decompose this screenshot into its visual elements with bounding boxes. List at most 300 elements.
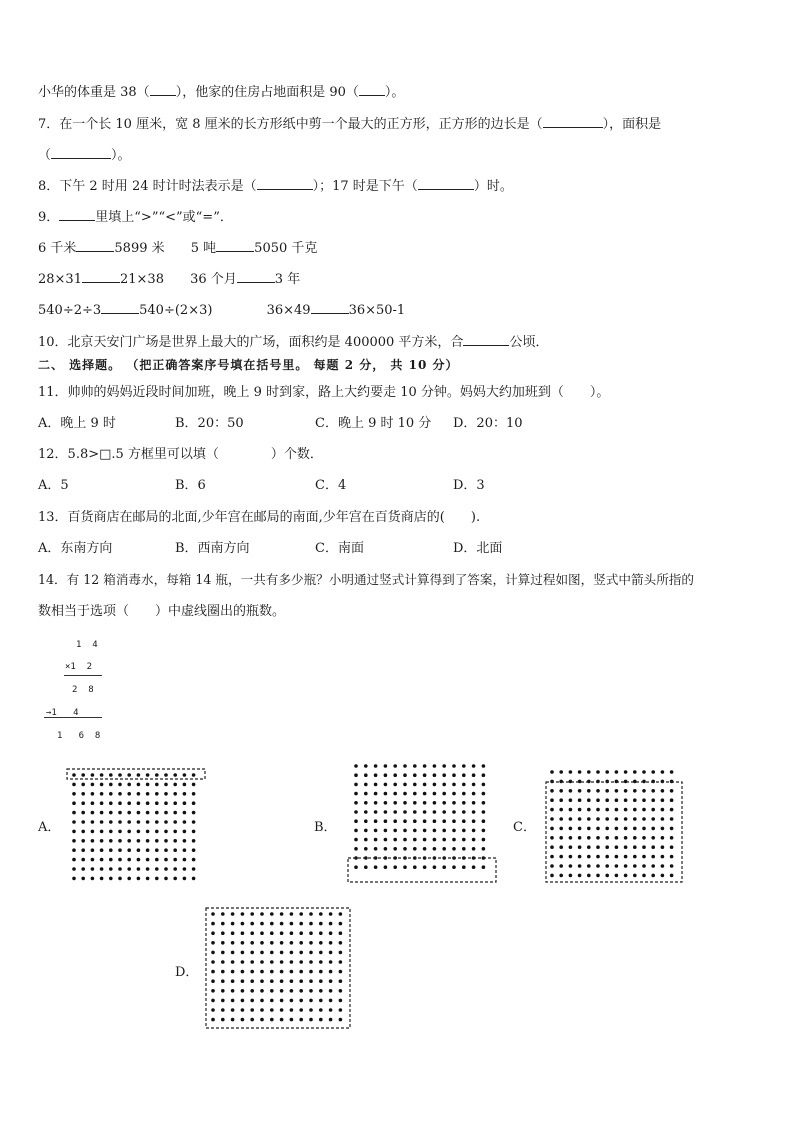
bottle-dot: [423, 801, 427, 805]
question-14-cont: 数相当于选项（ ）中虚线圈出的瓶数。: [38, 604, 286, 619]
bottle-dot: [374, 865, 378, 869]
bottle-dot: [569, 874, 573, 878]
option-d[interactable]: D．北面: [453, 541, 503, 556]
bottle-dot: [241, 979, 245, 983]
option-b[interactable]: B．20：50: [175, 416, 244, 431]
option-a[interactable]: A．晚上 9 时: [38, 416, 116, 431]
bottle-dot: [550, 798, 554, 802]
bottle-dot: [118, 811, 122, 815]
bottle-dot: [569, 770, 573, 774]
bottle-dot: [661, 836, 665, 840]
dot-grid-a[interactable]: [66, 767, 206, 885]
bottle-dot: [442, 838, 446, 842]
bottle-dot: [605, 770, 609, 774]
pic-option-c-label[interactable]: C．: [513, 820, 536, 835]
bottle-dot: [183, 792, 187, 796]
bottle-dot: [423, 865, 427, 869]
bottle-dot: [354, 865, 358, 869]
bottle-dot: [472, 773, 476, 777]
bottle-dot: [482, 783, 486, 787]
bottle-dot: [596, 855, 600, 859]
bottle-dot: [173, 820, 177, 824]
question-9: [38, 207, 233, 227]
bottle-dot: [384, 829, 388, 833]
bottle-dot: [211, 979, 215, 983]
bottle-dot: [433, 865, 437, 869]
bottle-dot: [127, 820, 131, 824]
bottle-dot: [393, 764, 397, 768]
bottle-dot: [231, 922, 235, 926]
bottle-dot: [605, 845, 609, 849]
bottle-dot: [100, 801, 104, 805]
bottle-dot: [624, 864, 628, 868]
calc-row-5: 1 6 8: [57, 731, 101, 741]
bottle-dot: [442, 792, 446, 796]
bottle-dot: [354, 764, 358, 768]
bottle-dot: [339, 922, 343, 926]
bottle-dot: [299, 989, 303, 993]
bottle-dot: [290, 1018, 294, 1022]
bottle-dot: [472, 810, 476, 814]
bottle-dot: [155, 783, 159, 787]
option-b[interactable]: B．6: [175, 478, 206, 493]
bottle-dot: [109, 848, 113, 852]
bottle-dot: [137, 877, 141, 881]
bottle-dot: [462, 764, 466, 768]
bottle-dot: [633, 845, 637, 849]
calc-row-1: 1 4: [76, 640, 98, 650]
bottle-dot: [587, 789, 591, 793]
option-c[interactable]: C．4: [315, 478, 347, 493]
bottle-dot: [221, 941, 225, 945]
bottle-dot: [109, 773, 113, 777]
bottle-dot: [183, 839, 187, 843]
bottle-dot: [462, 819, 466, 823]
bottle-dot: [127, 792, 131, 796]
bottle-dot: [462, 810, 466, 814]
bottle-dot: [127, 858, 131, 862]
bottle-dot: [221, 979, 225, 983]
bottle-dot: [280, 979, 284, 983]
bottle-dot: [605, 789, 609, 793]
answer-blank[interactable]: [359, 82, 385, 96]
bottle-dot: [192, 820, 196, 824]
answer-blank[interactable]: [257, 176, 313, 190]
bottle-dot: [211, 989, 215, 993]
bottle-dot: [559, 836, 563, 840]
bottle-dot: [118, 801, 122, 805]
bottle-dot: [290, 970, 294, 974]
bottle-dot: [550, 874, 554, 878]
bottle-dot: [270, 922, 274, 926]
bottle-dot: [109, 858, 113, 862]
bottle-dot: [374, 801, 378, 805]
bottle-dot: [596, 817, 600, 821]
bottle-dot: [482, 819, 486, 823]
bottle-dot: [192, 830, 196, 834]
bottle-dot: [633, 817, 637, 821]
bottle-dot: [192, 867, 196, 871]
bottle-dot: [280, 999, 284, 1003]
bottle-dot: [155, 811, 159, 815]
bottle-dot: [596, 770, 600, 774]
bottle-dot: [578, 789, 582, 793]
bottle-dot: [329, 931, 333, 935]
bottle-dot: [164, 773, 168, 777]
bottle-dot: [413, 801, 417, 805]
bottle-dot: [250, 1008, 254, 1012]
bottle-dot: [354, 829, 358, 833]
option-d[interactable]: D．3: [453, 478, 485, 493]
bottle-dot: [329, 999, 333, 1003]
bottle-dot: [605, 808, 609, 812]
bottle-dot: [211, 960, 215, 964]
bottle-dot: [442, 847, 446, 851]
bottle-dot: [413, 764, 417, 768]
bottle-dot: [596, 836, 600, 840]
bottle-dot: [81, 820, 85, 824]
bottle-dot: [605, 855, 609, 859]
bottle-dot: [91, 792, 95, 796]
bottle-dot: [91, 867, 95, 871]
bottle-dot: [109, 783, 113, 787]
bottle-dot: [364, 819, 368, 823]
bottle-dot: [146, 783, 150, 787]
text: （: [38, 148, 52, 163]
bottle-dot: [587, 817, 591, 821]
answer-blank[interactable]: [311, 300, 349, 314]
bottle-dot: [109, 839, 113, 843]
bottle-dot: [299, 912, 303, 916]
pic-option-d-label[interactable]: D．: [175, 965, 199, 980]
bottle-dot: [442, 865, 446, 869]
bottle-dot: [221, 1008, 225, 1012]
bottle-dot: [559, 874, 563, 878]
dot-grid-c[interactable]: [544, 766, 684, 884]
bottle-dot: [319, 979, 323, 983]
bottle-dot: [642, 808, 646, 812]
bottle-dot: [81, 773, 85, 777]
bottle-dot: [403, 847, 407, 851]
text: 5 吨: [190, 241, 217, 256]
bottle-dot: [569, 808, 573, 812]
bottle-dot: [109, 830, 113, 834]
bottle-dot: [550, 864, 554, 868]
bottle-dot: [72, 848, 76, 852]
bottle-dot: [211, 1018, 215, 1022]
text: 540÷2÷3: [38, 303, 102, 318]
bottle-dot: [250, 951, 254, 955]
bottle-dot: [354, 773, 358, 777]
bottle-dot: [569, 836, 573, 840]
bottle-dot: [605, 827, 609, 831]
bottle-dot: [433, 838, 437, 842]
bottle-dot: [384, 819, 388, 823]
text: 540÷(2×3): [139, 303, 213, 318]
bottle-dot: [270, 912, 274, 916]
option-c[interactable]: C．南面: [315, 541, 364, 556]
bottle-dot: [299, 951, 303, 955]
question-7-cont: [38, 145, 131, 165]
bottle-dot: [260, 931, 264, 935]
bottle-dot: [299, 1008, 303, 1012]
answer-blank[interactable]: [82, 269, 120, 283]
bottle-dot: [146, 867, 150, 871]
bottle-dot: [578, 770, 582, 774]
bottle-dot: [393, 847, 397, 851]
bottle-dot: [384, 865, 388, 869]
bottle-dot: [433, 829, 437, 833]
answer-blank[interactable]: [150, 82, 176, 96]
bottle-dot: [472, 792, 476, 796]
bottle-dot: [462, 801, 466, 805]
bottle-dot: [309, 999, 313, 1003]
bottle-dot: [100, 773, 104, 777]
bottle-dot: [339, 951, 343, 955]
bottle-dot: [550, 845, 554, 849]
bottle-dot: [403, 865, 407, 869]
bottle-dot: [433, 819, 437, 823]
bottle-dot: [364, 792, 368, 796]
bottle-dot: [329, 970, 333, 974]
answer-blank[interactable]: [463, 332, 509, 346]
bottle-dot: [211, 999, 215, 1003]
bottle-dot: [605, 836, 609, 840]
bottle-dot: [661, 864, 665, 868]
text: 7．在一个长 10 厘米，宽 8 厘米的长方形纸中剪一个最大的正方形，正方形的边长是（: [38, 117, 543, 132]
bottle-dot: [183, 801, 187, 805]
bottle-dot: [433, 810, 437, 814]
bottle-dot: [81, 839, 85, 843]
dot-grid-b[interactable]: [344, 760, 498, 884]
bottle-dot: [319, 1008, 323, 1012]
calc-rule: [44, 717, 102, 718]
bottle-dot: [280, 941, 284, 945]
dot-grid-d[interactable]: [204, 906, 352, 1030]
bottle-dot: [100, 848, 104, 852]
bottle-dot: [260, 941, 264, 945]
bottle-dot: [260, 922, 264, 926]
option-b[interactable]: B．西南方向: [175, 541, 250, 556]
bottle-dot: [270, 979, 274, 983]
bottle-dot: [364, 801, 368, 805]
bottle-dot: [192, 858, 196, 862]
bottle-dot: [624, 827, 628, 831]
bottle-dot: [146, 877, 150, 881]
pic-option-a-label[interactable]: A．: [38, 820, 61, 835]
bottle-dot: [270, 1018, 274, 1022]
bottle-dot: [374, 773, 378, 777]
option-c[interactable]: C．晚上 9 时 10 分: [315, 416, 432, 431]
bottle-dot: [164, 792, 168, 796]
bottle-dot: [354, 801, 358, 805]
bottle-dot: [550, 808, 554, 812]
bottle-dot: [127, 811, 131, 815]
bottle-dot: [578, 855, 582, 859]
bottle-dot: [339, 912, 343, 916]
bottle-dot: [250, 931, 254, 935]
bottle-dot: [670, 827, 674, 831]
bottle-dot: [442, 801, 446, 805]
bottle-dot: [81, 867, 85, 871]
bottle-dot: [651, 770, 655, 774]
bottle-dot: [651, 798, 655, 802]
bottle-dot: [127, 839, 131, 843]
bottle-dot: [309, 922, 313, 926]
bottle-dot: [393, 773, 397, 777]
bottle-dot: [472, 865, 476, 869]
bottle-dot: [569, 855, 573, 859]
bottle-dot: [250, 999, 254, 1003]
bottle-dot: [127, 773, 131, 777]
bottle-dot: [339, 931, 343, 935]
answer-blank[interactable]: [51, 145, 111, 159]
bottle-dot: [559, 808, 563, 812]
bottle-dot: [393, 829, 397, 833]
bottle-dot: [250, 941, 254, 945]
bottle-dot: [81, 830, 85, 834]
bottle-dot: [280, 960, 284, 964]
bottle-dot: [72, 830, 76, 834]
bottle-dot: [339, 970, 343, 974]
bottle-dot: [670, 845, 674, 849]
bottle-dot: [280, 931, 284, 935]
bottle-dot: [260, 960, 264, 964]
bottle-dot: [482, 773, 486, 777]
bottle-dot: [309, 979, 313, 983]
bottle-dot: [137, 839, 141, 843]
bottle-dot: [559, 789, 563, 793]
bottle-dot: [587, 845, 591, 849]
answer-blank[interactable]: [543, 114, 603, 128]
bottle-dot: [624, 874, 628, 878]
bottle-dot: [118, 830, 122, 834]
bottle-dot: [270, 960, 274, 964]
bottle-dot: [260, 951, 264, 955]
answer-blank[interactable]: [59, 207, 95, 221]
bottle-dot: [280, 989, 284, 993]
bottle-dot: [587, 855, 591, 859]
bottle-dot: [642, 817, 646, 821]
bottle-dot: [109, 792, 113, 796]
bottle-dot: [661, 827, 665, 831]
bottle-dot: [221, 912, 225, 916]
answer-blank[interactable]: [216, 238, 254, 252]
text: ）。: [111, 148, 131, 163]
text: 36×50-1: [348, 303, 406, 318]
bottle-dot: [164, 858, 168, 862]
bottle-dot: [183, 867, 187, 871]
bottle-dot: [91, 848, 95, 852]
bottle-dot: [192, 801, 196, 805]
bottle-dot: [354, 847, 358, 851]
bottle-dot: [339, 960, 343, 964]
bottle-dot: [452, 764, 456, 768]
bottle-dot: [309, 960, 313, 964]
bottle-dot: [329, 951, 333, 955]
bottle-dot: [339, 941, 343, 945]
bottle-dot: [472, 783, 476, 787]
bottle-dot: [462, 783, 466, 787]
text: 10．北京天安门广场是世界上最大的广场，面积约是 400000 平方米，合: [38, 335, 464, 350]
option-a[interactable]: A．5: [38, 478, 69, 493]
bottle-dot: [231, 970, 235, 974]
bottle-dot: [81, 877, 85, 881]
option-d[interactable]: D．20：10: [453, 416, 523, 431]
bottle-dot: [241, 941, 245, 945]
bottle-dot: [633, 789, 637, 793]
bottle-dot: [91, 783, 95, 787]
bottle-dot: [192, 783, 196, 787]
text: 36×49: [266, 303, 311, 318]
answer-blank[interactable]: [76, 238, 114, 252]
bottle-dot: [221, 922, 225, 926]
bottle-dot: [661, 845, 665, 849]
bottle-dot: [155, 867, 159, 871]
bottle-dot: [442, 764, 446, 768]
bottle-dot: [211, 912, 215, 916]
bottle-dot: [569, 817, 573, 821]
bottle-dot: [173, 783, 177, 787]
bottle-dot: [670, 874, 674, 878]
bottle-dot: [413, 865, 417, 869]
bottle-dot: [642, 855, 646, 859]
bottle-dot: [100, 839, 104, 843]
bottle-dot: [146, 773, 150, 777]
bottle-dot: [250, 989, 254, 993]
bottle-dot: [127, 801, 131, 805]
bottle-dot: [642, 836, 646, 840]
bottle-dot: [211, 951, 215, 955]
bottle-dot: [211, 931, 215, 935]
option-a[interactable]: A．东南方向: [38, 541, 113, 556]
bottle-dot: [587, 827, 591, 831]
bottle-dot: [299, 970, 303, 974]
bottle-dot: [633, 808, 637, 812]
bottle-dot: [374, 764, 378, 768]
bottle-dot: [100, 867, 104, 871]
pic-option-b-label[interactable]: B．: [314, 820, 337, 835]
bottle-dot: [319, 970, 323, 974]
bottle-dot: [211, 970, 215, 974]
bottle-dot: [413, 773, 417, 777]
bottle-dot: [670, 836, 674, 840]
bottle-dot: [319, 922, 323, 926]
bottle-dot: [670, 798, 674, 802]
bottle-dot: [364, 773, 368, 777]
bottle-dot: [231, 1018, 235, 1022]
bottle-dot: [183, 811, 187, 815]
bottle-dot: [299, 979, 303, 983]
answer-blank[interactable]: [101, 300, 139, 314]
bottle-dot: [605, 817, 609, 821]
bottle-dot: [137, 792, 141, 796]
bottle-dot: [81, 858, 85, 862]
bottle-dot: [231, 960, 235, 964]
bottle-dot: [651, 836, 655, 840]
bottle-dot: [241, 989, 245, 993]
answer-blank[interactable]: [418, 176, 474, 190]
bottle-dot: [192, 839, 196, 843]
bottle-dot: [290, 941, 294, 945]
answer-blank[interactable]: [237, 269, 275, 283]
bottle-dot: [221, 999, 225, 1003]
bottle-dot: [290, 951, 294, 955]
bottle-dot: [615, 836, 619, 840]
line-weight: [38, 82, 404, 102]
bottle-dot: [413, 810, 417, 814]
bottle-dot: [155, 848, 159, 852]
